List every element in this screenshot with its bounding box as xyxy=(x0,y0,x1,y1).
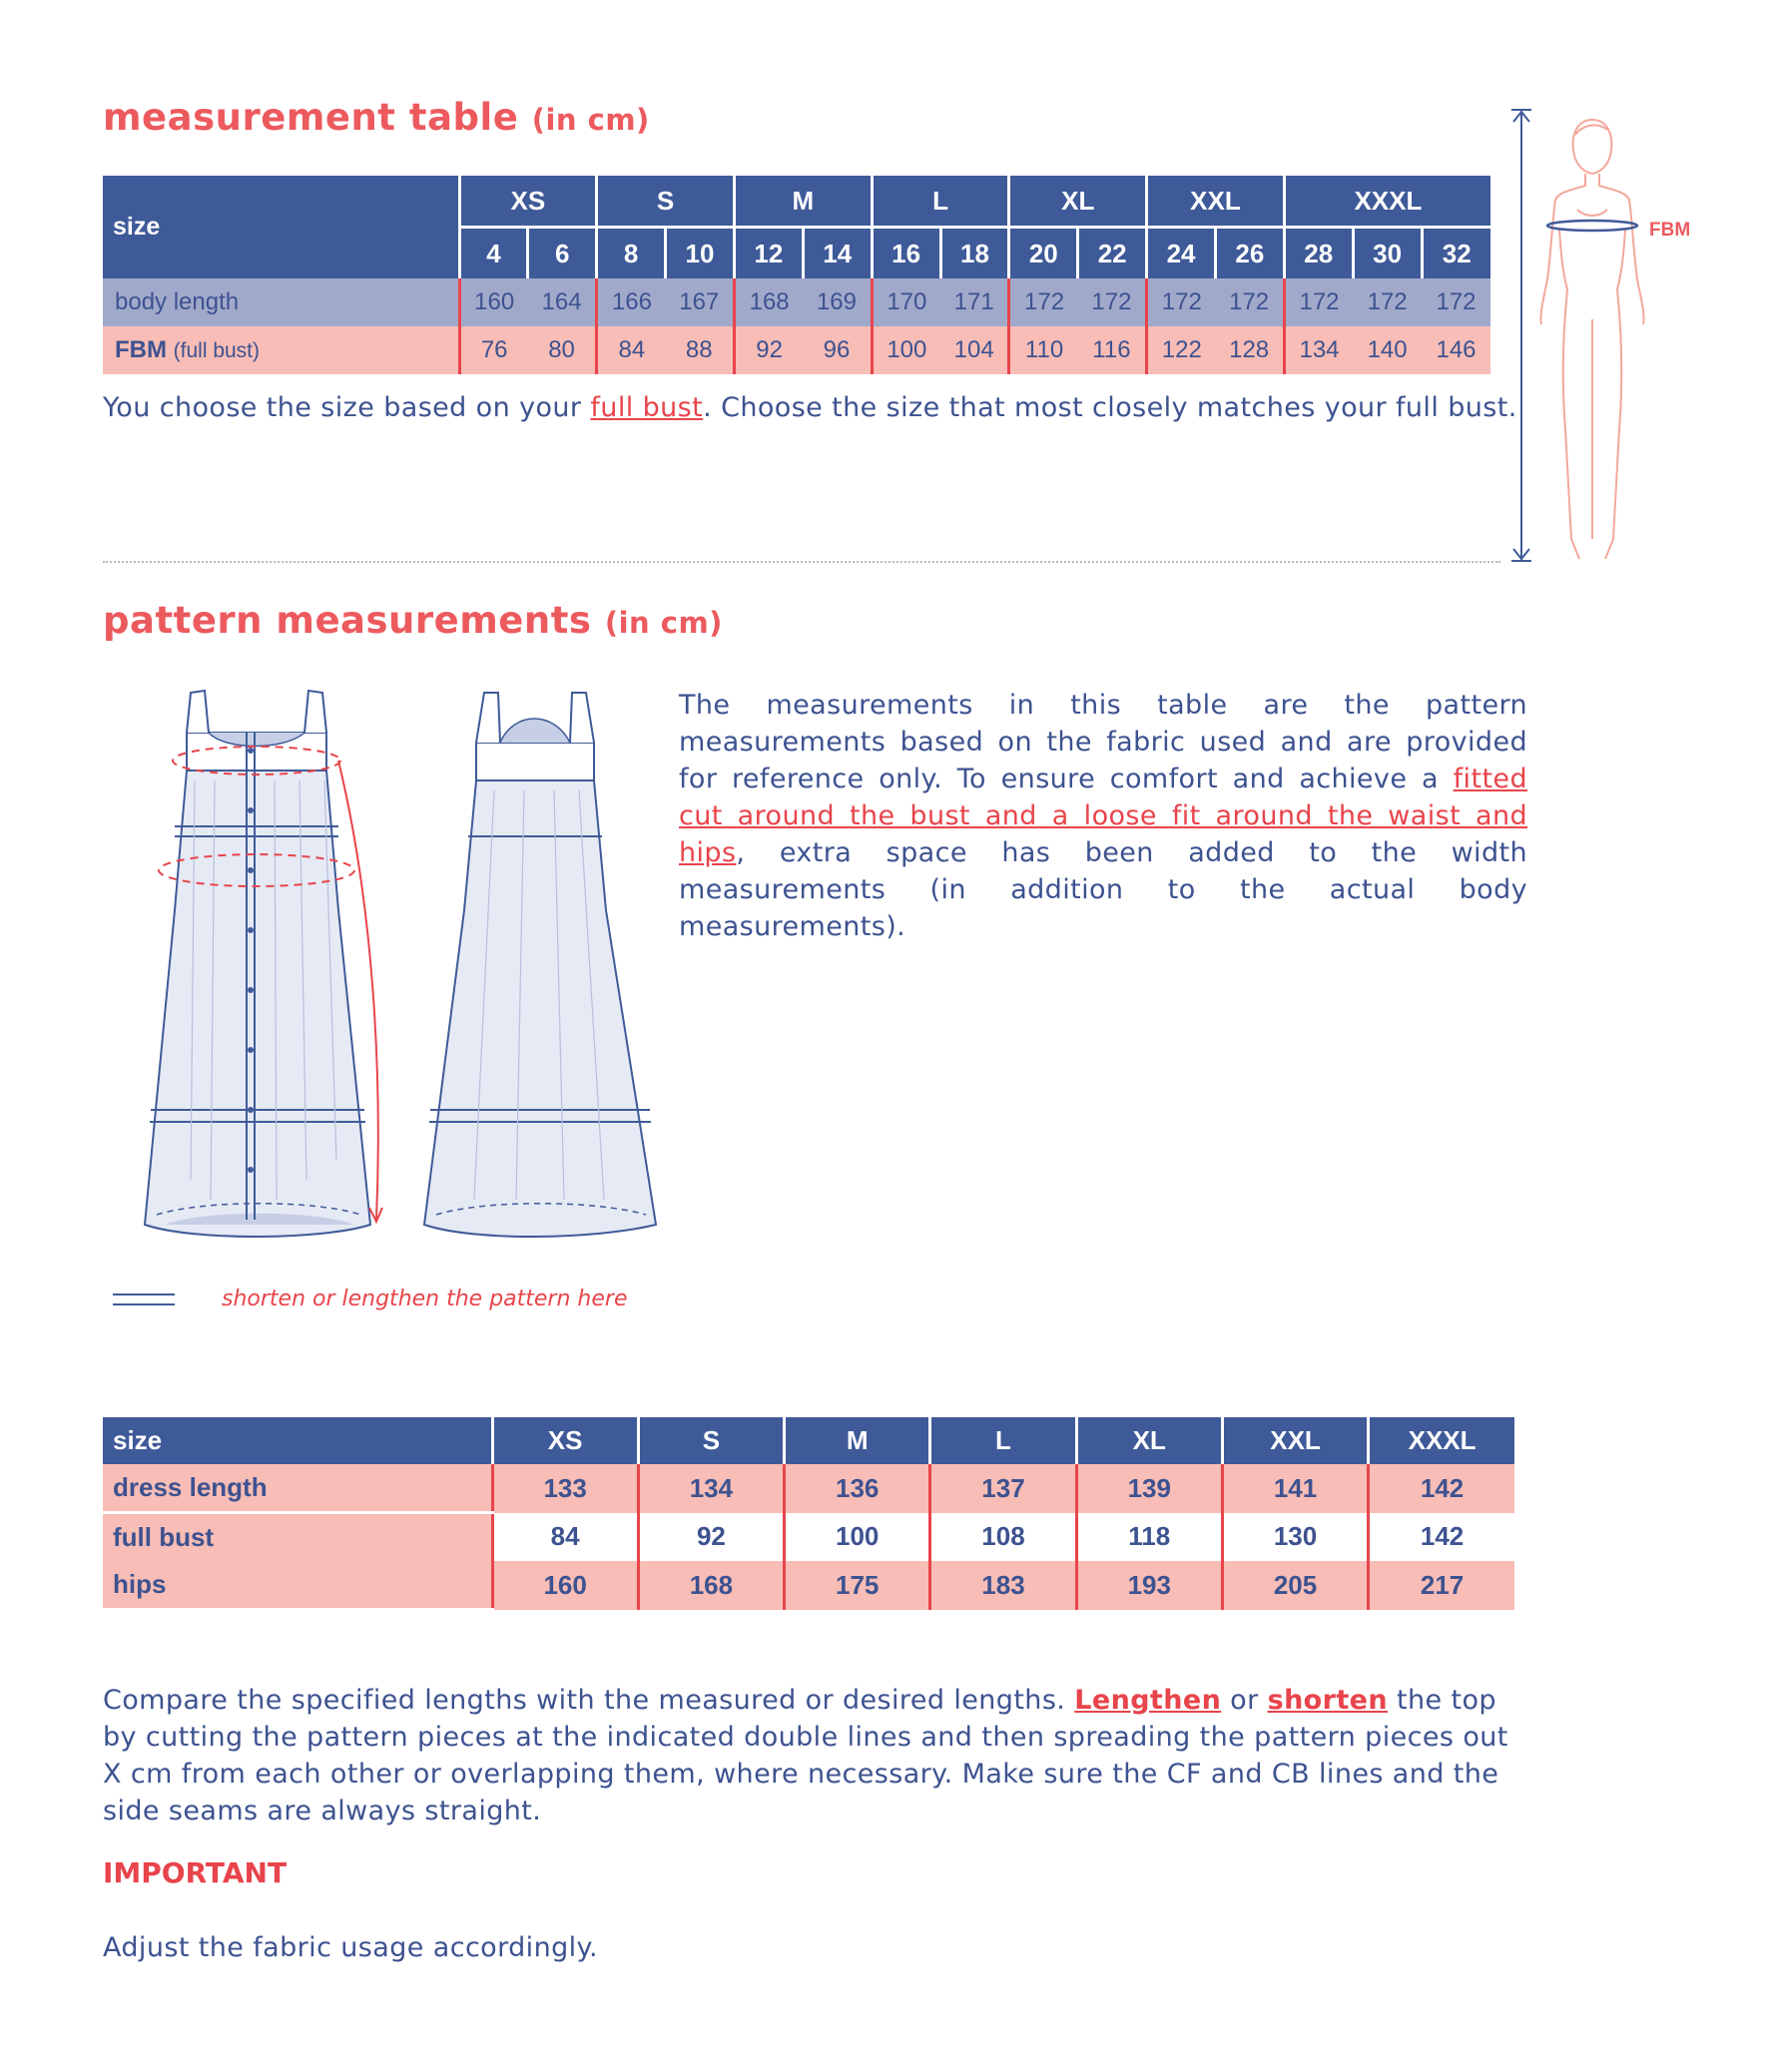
table-cell: 217 xyxy=(1369,1561,1514,1610)
pattern-table xyxy=(103,1417,1514,1611)
table-cell: 118 xyxy=(1076,1513,1222,1562)
table-cell: 193 xyxy=(1076,1561,1222,1610)
table-cell: 136 xyxy=(785,1464,930,1513)
size-number: 4 xyxy=(459,228,528,279)
pattern-intro: The measurements in this table are the pattern measurements based on the fabric used and are provided for reference only. To ensure comfort and achieve a fitted cut around the bust and a loose fit around the waist and hips, extra space has been added to the width measurements (in addition to the actual body measurements). xyxy=(679,690,1527,942)
body-length-value: 160 xyxy=(459,278,528,326)
fbm-measure-line xyxy=(1547,221,1637,231)
body-length-value: 172 xyxy=(1284,278,1353,326)
size-group-xs: XS xyxy=(459,176,597,228)
body-length-value: 171 xyxy=(940,278,1009,326)
pattern-size-header: size xyxy=(103,1417,492,1464)
fbm-value: 100 xyxy=(872,326,940,374)
fbm-figure-label: FBM xyxy=(1649,220,1691,241)
shorten-link[interactable]: shorten xyxy=(1267,1685,1388,1716)
measurement-table xyxy=(103,176,1490,374)
fbm-value: 146 xyxy=(1422,326,1490,374)
body-length-value: 166 xyxy=(597,278,666,326)
size-number: 28 xyxy=(1284,228,1353,279)
important-text: Adjust the fabric usage accordingly. xyxy=(103,1932,599,1963)
section-divider xyxy=(103,561,1500,563)
fbm-value: 116 xyxy=(1078,326,1147,374)
row-label: hips xyxy=(103,1561,492,1610)
size-number: 14 xyxy=(803,228,872,279)
body-length-label: body length xyxy=(103,278,459,326)
body-length-value: 167 xyxy=(666,278,735,326)
fbm-value: 104 xyxy=(940,326,1009,374)
body-length-value: 172 xyxy=(1147,278,1216,326)
pattern-measurements-title: pattern measurements (in cm) xyxy=(103,599,723,642)
table-cell: 160 xyxy=(492,1561,638,1610)
pattern-size: XL xyxy=(1076,1417,1222,1464)
size-number: 24 xyxy=(1147,228,1216,279)
full-bust-pattern-row xyxy=(103,1513,1514,1562)
pattern-size: XXL xyxy=(1222,1417,1368,1464)
table-cell: 141 xyxy=(1222,1464,1368,1513)
table-cell: 100 xyxy=(785,1513,930,1562)
row-label: full bust xyxy=(103,1513,492,1562)
fbm-value: 128 xyxy=(1215,326,1284,374)
table-cell: 108 xyxy=(930,1513,1076,1562)
pattern-size-row xyxy=(103,1417,1514,1464)
pattern-size: M xyxy=(785,1417,930,1464)
fbm-value: 140 xyxy=(1353,326,1422,374)
size-group-s: S xyxy=(597,176,735,228)
pattern-size: XS xyxy=(492,1417,638,1464)
table-cell: 175 xyxy=(785,1561,930,1610)
body-length-value: 172 xyxy=(1422,278,1490,326)
front-dress-icon xyxy=(145,691,370,1237)
size-number: 20 xyxy=(1009,228,1078,279)
table-cell: 183 xyxy=(930,1561,1076,1610)
table-cell: 84 xyxy=(492,1513,638,1562)
table-cell: 168 xyxy=(638,1561,784,1610)
size-number: 32 xyxy=(1422,228,1490,279)
table-cell: 92 xyxy=(638,1513,784,1562)
measurement-table-unit: (in cm) xyxy=(531,103,650,137)
table-cell: 137 xyxy=(930,1464,1076,1513)
size-number: 10 xyxy=(666,228,735,279)
pattern-measurements-unit: (in cm) xyxy=(604,606,723,640)
size-group-m: M xyxy=(734,176,872,228)
instructions-text: Compare the specified lengths with the measured or desired lengths. Lengthen or shorten the top by cutting the pattern pieces at the indicated double lines and then spreading the pattern pieces out X cm from each other or overlapping them, where necessary. Make sure the CF and CB lines and the side seams are always straight. xyxy=(103,1685,1508,1826)
size-group-l: L xyxy=(872,176,1009,228)
body-length-value: 172 xyxy=(1009,278,1078,326)
woman-outline-icon xyxy=(1540,120,1643,559)
size-group-xl: XL xyxy=(1009,176,1147,228)
table-cell: 134 xyxy=(638,1464,784,1513)
body-length-value: 170 xyxy=(872,278,940,326)
back-dress-icon xyxy=(424,693,656,1237)
size-number: 26 xyxy=(1215,228,1284,279)
body-length-value: 172 xyxy=(1078,278,1147,326)
size-group-xxxl: XXXL xyxy=(1284,176,1490,228)
fbm-value: 92 xyxy=(734,326,803,374)
full-bust-link[interactable]: full bust xyxy=(590,392,704,423)
pattern-size: S xyxy=(638,1417,784,1464)
legend-text: shorten or lengthen the pattern here xyxy=(222,1287,628,1311)
table-cell: 142 xyxy=(1369,1513,1514,1562)
fbm-value: 88 xyxy=(666,326,735,374)
fbm-value: 110 xyxy=(1009,326,1078,374)
size-number: 8 xyxy=(597,228,666,279)
fbm-label: FBM (full bust) xyxy=(103,326,459,374)
body-figure xyxy=(1497,100,1697,569)
fbm-value: 96 xyxy=(803,326,872,374)
size-header: size xyxy=(103,176,459,278)
table-cell: 205 xyxy=(1222,1561,1368,1610)
size-group-xxl: XXL xyxy=(1147,176,1285,228)
full-bust-row xyxy=(103,326,1490,374)
size-number: 30 xyxy=(1353,228,1422,279)
size-number: 18 xyxy=(940,228,1009,279)
size-number: 12 xyxy=(734,228,803,279)
fbm-value: 80 xyxy=(528,326,597,374)
important-label: IMPORTANT xyxy=(103,1856,288,1889)
size-number: 22 xyxy=(1078,228,1147,279)
table-cell: 130 xyxy=(1222,1513,1368,1562)
fbm-label-small: (full bust) xyxy=(173,339,261,362)
body-length-value: 169 xyxy=(803,278,872,326)
table-cell: 139 xyxy=(1076,1464,1222,1513)
table-cell: 133 xyxy=(492,1464,638,1513)
size-choice-note: You choose the size based on your full bust. Choose the size that most closely matches your full bust. xyxy=(103,392,1517,423)
body-length-value: 172 xyxy=(1215,278,1284,326)
fbm-value: 76 xyxy=(459,326,528,374)
fbm-value: 134 xyxy=(1284,326,1353,374)
table-cell: 142 xyxy=(1369,1464,1514,1513)
body-length-value: 172 xyxy=(1353,278,1422,326)
body-length-value: 168 xyxy=(734,278,803,326)
pattern-size: XXXL xyxy=(1369,1417,1514,1464)
body-length-row xyxy=(103,278,1490,326)
dress-length-row xyxy=(103,1464,1514,1513)
double-line-legend-icon xyxy=(113,1294,175,1305)
fit-link[interactable]: fitted cut around the bust and a loose fit around the waist and hips xyxy=(679,764,1527,868)
fbm-value: 84 xyxy=(597,326,666,374)
measurement-table-title: measurement table (in cm) xyxy=(103,96,650,139)
row-label: dress length xyxy=(103,1464,492,1513)
size-number: 16 xyxy=(872,228,940,279)
body-length-value: 164 xyxy=(528,278,597,326)
pattern-size: L xyxy=(930,1417,1076,1464)
fbm-value: 122 xyxy=(1147,326,1216,374)
dress-illustrations xyxy=(125,681,684,1260)
lengthen-link[interactable]: Lengthen xyxy=(1074,1685,1222,1716)
body-length-arrow-icon xyxy=(1511,110,1531,561)
hips-row xyxy=(103,1561,1514,1610)
size-number: 6 xyxy=(528,228,597,279)
size-group-row xyxy=(103,176,1490,228)
